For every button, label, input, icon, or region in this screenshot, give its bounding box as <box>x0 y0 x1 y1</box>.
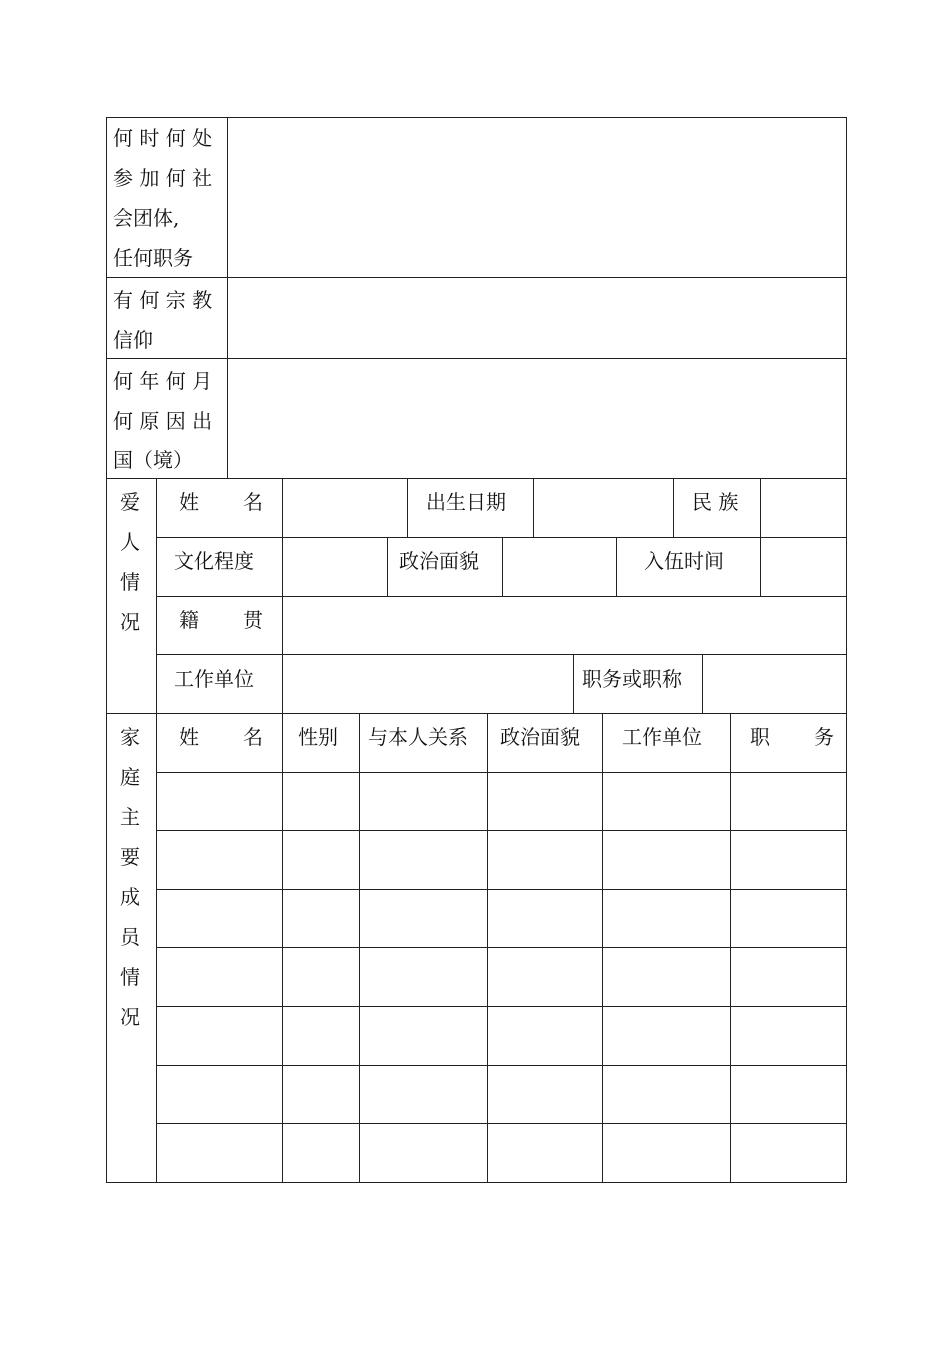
family-position-cell[interactable] <box>737 890 846 947</box>
family-relationship-cell[interactable] <box>366 773 487 830</box>
spouse-ethnicity-field[interactable] <box>761 479 846 537</box>
family-position-cell[interactable] <box>737 1124 846 1182</box>
family-name-cell[interactable] <box>163 948 282 1006</box>
social-groups-label-line: 会团体, <box>113 206 180 230</box>
family-work-unit-cell[interactable] <box>609 890 730 947</box>
family-position-cell[interactable] <box>737 948 846 1006</box>
family-gender-cell[interactable] <box>289 1066 359 1123</box>
spouse-political-status-label: 政治面貌 <box>399 549 479 573</box>
column-divider <box>387 537 388 596</box>
spouse-education-label: 文化程度 <box>174 549 254 573</box>
family-relationship-cell[interactable] <box>366 890 487 947</box>
spouse-work-unit-label: 工作单位 <box>174 667 254 691</box>
family-political-status-cell[interactable] <box>494 1007 602 1065</box>
family-members-table <box>106 713 878 1183</box>
spouse-political-status-field[interactable] <box>503 538 616 596</box>
family-work-unit-cell[interactable] <box>609 773 730 830</box>
family-work-unit-cell[interactable] <box>609 948 730 1006</box>
table-border <box>846 117 847 479</box>
family-gender-cell[interactable] <box>289 831 359 889</box>
family-position-cell[interactable] <box>737 831 846 889</box>
spouse-birth-date-field[interactable] <box>534 479 673 537</box>
column-divider <box>156 713 157 1183</box>
abroad-label-line: 国（境） <box>113 448 193 472</box>
column-divider <box>573 654 574 714</box>
social-groups-label-line: 参 加 何 社 <box>113 166 213 190</box>
spouse-section-label: 爱人情况 <box>120 490 140 634</box>
family-name-cell[interactable] <box>163 1007 282 1065</box>
family-political-status-cell[interactable] <box>494 773 602 830</box>
family-work-unit-cell[interactable] <box>609 1066 730 1123</box>
column-divider <box>616 537 617 596</box>
abroad-label-line: 何 原 因 出 <box>113 409 213 433</box>
spouse-enlistment-time-field[interactable] <box>761 538 846 596</box>
family-gender-cell[interactable] <box>289 1124 359 1182</box>
column-divider <box>407 478 408 537</box>
family-political-status-cell[interactable] <box>494 831 602 889</box>
family-relationship-cell[interactable] <box>366 1124 487 1182</box>
spouse-info-table <box>106 478 846 714</box>
family-section-label: 家庭主要成员情况 <box>120 725 140 1029</box>
family-gender-cell[interactable] <box>289 948 359 1006</box>
table-border <box>106 713 847 714</box>
family-name-cell[interactable] <box>163 831 282 889</box>
social-groups-field[interactable] <box>228 118 846 277</box>
column-header-position: 职务 <box>750 725 878 749</box>
table-border <box>106 1182 847 1183</box>
family-political-status-cell[interactable] <box>494 1124 602 1182</box>
family-work-unit-cell[interactable] <box>609 1124 730 1182</box>
table-border <box>106 713 107 1183</box>
social-groups-label-line: 任何职务 <box>113 246 193 270</box>
religion-label-line: 信仰 <box>113 328 153 352</box>
social-groups-label-line: 何 时 何 处 <box>113 126 213 150</box>
family-position-cell[interactable] <box>737 773 846 830</box>
column-divider <box>282 713 283 1183</box>
spouse-position-title-label: 职务或职称 <box>582 667 682 691</box>
religion-field[interactable] <box>228 278 846 358</box>
table-border <box>846 713 847 1183</box>
spouse-name-field[interactable] <box>283 479 407 537</box>
table-border <box>106 478 107 714</box>
family-political-status-cell[interactable] <box>494 948 602 1006</box>
column-header-relationship: 与本人关系 <box>368 725 468 749</box>
spouse-native-place-field[interactable] <box>283 597 846 654</box>
abroad-label-line: 何 年 何 月 <box>113 369 213 393</box>
spouse-education-field[interactable] <box>283 538 387 596</box>
family-work-unit-cell[interactable] <box>609 831 730 889</box>
column-header-gender: 性别 <box>298 725 338 749</box>
family-relationship-cell[interactable] <box>366 1007 487 1065</box>
family-political-status-cell[interactable] <box>494 890 602 947</box>
spouse-work-unit-field[interactable] <box>283 655 573 714</box>
spouse-name-label: 姓名 <box>179 490 307 514</box>
column-divider <box>602 713 603 1183</box>
family-position-cell[interactable] <box>737 1066 846 1123</box>
spouse-enlistment-time-label: 入伍时间 <box>644 549 724 573</box>
personal-info-table <box>106 117 846 479</box>
column-header-political-status: 政治面貌 <box>500 725 580 749</box>
table-border <box>106 478 847 479</box>
abroad-field[interactable] <box>228 359 846 479</box>
family-name-cell[interactable] <box>163 890 282 947</box>
family-gender-cell[interactable] <box>289 890 359 947</box>
family-political-status-cell[interactable] <box>494 1066 602 1123</box>
family-gender-cell[interactable] <box>289 773 359 830</box>
family-gender-cell[interactable] <box>289 1007 359 1065</box>
family-name-cell[interactable] <box>163 1124 282 1182</box>
religion-label-line: 有 何 宗 教 <box>113 288 213 312</box>
family-work-unit-cell[interactable] <box>609 1007 730 1065</box>
table-border <box>106 117 107 479</box>
column-divider <box>673 478 674 537</box>
family-relationship-cell[interactable] <box>366 948 487 1006</box>
column-header-work-unit: 工作单位 <box>622 725 702 749</box>
spouse-birth-date-label: 出生日期 <box>426 490 506 514</box>
spouse-native-place-label: 籍贯 <box>179 608 307 632</box>
family-name-cell[interactable] <box>163 1066 282 1123</box>
column-divider <box>487 713 488 1183</box>
family-relationship-cell[interactable] <box>366 1066 487 1123</box>
column-divider <box>730 713 731 1183</box>
family-relationship-cell[interactable] <box>366 831 487 889</box>
column-divider <box>359 713 360 1183</box>
spouse-position-title-field[interactable] <box>703 655 846 714</box>
family-name-cell[interactable] <box>163 773 282 830</box>
column-header-name: 姓名 <box>179 725 307 749</box>
spouse-ethnicity-label: 民 族 <box>692 490 739 514</box>
family-position-cell[interactable] <box>737 1007 846 1065</box>
